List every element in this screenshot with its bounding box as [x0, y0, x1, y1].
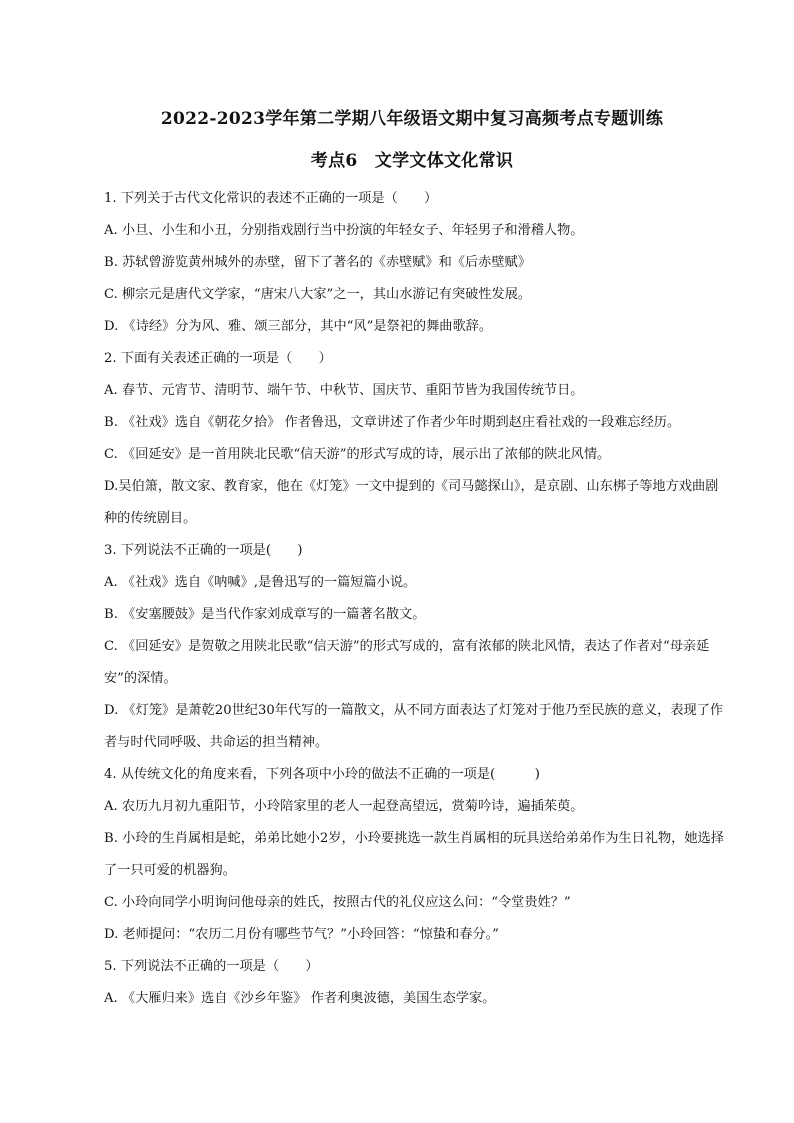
question-3-option-b: B. 《安塞腰鼓》是当代作家刘成章写的一篇著名散文。	[104, 607, 426, 622]
question-1-option-d: D. 《诗经》分为风、雅、颂三部分，其中“风”是祭祀的舞曲歌辞。	[104, 319, 493, 334]
question-list	[104, 183, 724, 1015]
question-2-option-c: C. 《回延安》是一首用陕北民歌“信天游”的形式写成的诗，展示出了浓郁的陕北风情。	[104, 447, 611, 462]
question-2-stem: 2. 下面有关表述正确的一项是（ ）	[104, 351, 332, 366]
question-2-option-a: A. 春节、元宵节、清明节、端午节、中秋节、国庆节、重阳节皆为我国传统节日。	[104, 383, 584, 398]
question-4-stem: 4. 从传统文化的角度来看，下列各项中小玲的做法不正确的一项是( )	[104, 767, 540, 782]
question-3-stem: 3. 下列说法不正确的一项是( )	[104, 543, 303, 558]
question-3-option-d: D. 《灯笼》是萧乾20世纪30年代写的一篇散文，从不同方面表达了灯笼对于他乃至民族的意义，表现了作者与时代同呼吸、共命运的担当精神。	[104, 703, 724, 750]
question-5-option-a: A. 《大雁归来》选自《沙乡年鉴》 作者利奥波德，美国生态学家。	[104, 991, 496, 1006]
question-5-stem: 5. 下列说法不正确的一项是（ ）	[104, 959, 319, 974]
question-1-stem: 1. 下列关于古代文化常识的表述不正确的一项是（ ）	[104, 191, 438, 206]
question-1-option-a: A. 小旦、小生和小丑，分别指戏剧行当中扮演的年轻女子、年轻男子和滑稽人物。	[104, 223, 584, 238]
page-title: 2022-2023学年第二学期八年级语文期中复习高频考点专题训练	[160, 109, 664, 129]
question-1-option-c: C. 柳宗元是唐代文学家，“唐宋八大家”之一，其山水游记有突破性发展。	[104, 287, 532, 302]
question-1-option-b: B. 苏轼曾游览黄州城外的赤壁，留下了著名的《赤壁赋》和《后赤壁赋》	[104, 255, 531, 270]
question-4-option-d: D. 老师提问：“农历二月份有哪些节气？”小玲回答：“惊蛰和春分。”	[104, 927, 499, 942]
question-3-option-c: C. 《回延安》是贺敬之用陕北民歌“信天游”的形式写成的，富有浓郁的陕北风情，表达了作者对“母亲延安”的深情。	[104, 639, 710, 686]
question-4-option-b: B. 小玲的生肖属相是蛇，弟弟比她小2岁，小玲要挑选一款生肖属相的玩具送给弟弟作为生日礼物，她选择了一只可爱的机器狗。	[104, 831, 724, 878]
question-2-option-d: D.吴伯箫，散文家、教育家，他在《灯笼》一文中提到的《司马懿探山》，是京剧、山东梆子等地方戏曲剧种的传统剧目。	[104, 479, 719, 526]
page-subtitle: 考点6 文学文体文化常识	[310, 151, 514, 171]
question-2-option-b: B. 《社戏》选自《朝花夕拾》 作者鲁迅，文章讲述了作者少年时期到赵庄看社戏的一段难忘经历。	[104, 415, 681, 430]
question-3-option-a: A. 《社戏》选自《呐喊》,是鲁迅写的一篇短篇小说。	[104, 575, 417, 590]
question-4-option-a: A. 农历九月初九重阳节，小玲陪家里的老人一起登高望远，赏菊吟诗，遍插茱萸。	[104, 799, 584, 814]
question-4-option-c: C. 小玲向同学小明询问他母亲的姓氏，按照古代的礼仪应这么问：“令堂贵姓？”	[104, 895, 571, 910]
